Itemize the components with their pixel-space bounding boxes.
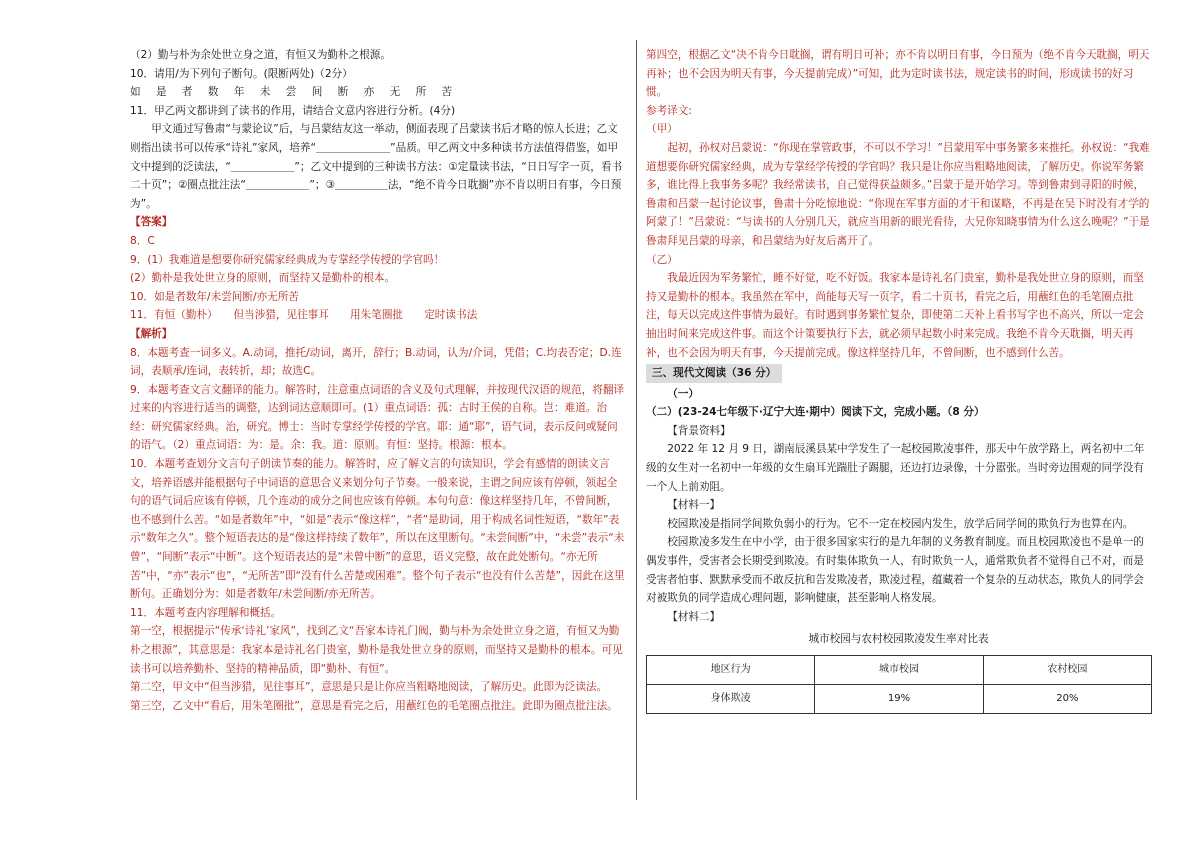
answer-9-2: (2）勤朴是我处世立身的原则，而坚持又是勤朴的根本。 [130,272,396,285]
material-one-label: 【材料一】 [667,499,721,512]
answer-11: 11．有恒（勤朴） 但当涉猎，见往事耳 用朱笔圈批 定时读书法 [130,309,478,322]
analysis-10: 10．本题考查划分文言句子朗读节奏的能力。解答时，应了解文言的句读知识，学会有感情的朗读文言文，培养语感并能根据句子中词语的意思合义来划分句子节奏。一般来说，主谓之间应该有停顿，领起全句的语气词后应该有停顿，几个连动的成分之间也应该有停顿。本句句意：像这样坚持几年，不曾间断，也不感到什么苦。“如是者数年”中，“如是”表示“像这样”，“者”是助词，用于构成名词性短语，“数年”表示“数年之久”。整个短语表达的是“像这样持续了数年”，所以在这里断句。“未尝间断”中，“未尝”表示“未曾”，“间断”表示“中断”。这个短语表达的是“未曾中断”的意思，语义完整，故在此处断句。“亦无所苦”中，“亦”表示“也”，“无所苦”即“没有什么苦楚或困难”。整个句子表示“也没有什么苦楚”，因此在这里断句。正确划分为：如是者数年/未尝间断/亦无所苦。 [130,458,625,601]
q11-prompt: 11．甲乙两文都讲到了读书的作用，请结合文意内容进行分析。(4分) [130,104,456,117]
analysis-11-title: 11．本题考查内容理解和概括。 [130,606,282,619]
left-column [130,46,626,715]
reference-title: 参考译文: [646,104,692,117]
jia-translation: 起初，孙权对吕蒙说：“你现在掌管政事，不可以不学习！”吕蒙用军中事务繁多来推托。孙权说：“我难道想要你研究儒家经典，成为专掌经学传授的学官吗？我只是让你应当粗略地阅读，了解历史。你说军务繁多，谁比得上我事务多呢？我经常读书，自己觉得获益颇多。”吕蒙于是开始学习。等到鲁肃到寻阳的时候，鲁肃和吕蒙一起讨论议事，鲁肃十分吃惊地说：“你现在军事方面的才干和谋略，不再是在吴下时没有才学的阿蒙了！”吕蒙说：“与读书的人分别几天，就应当用新的眼光看待，大兄你知晓事情为什么这么晚呢？”于是鲁肃拜见吕蒙的母亲，和吕蒙结为好友后离开了。 [646,141,1150,247]
fourth-blank: 第四空，根据乙文“决不肯今日耽搁，谓有明日可补；亦不肯以明日有事，今日预为（绝不肯今天耽搁，明天再补；也不会因为明天有事，今天提前完成）”可知，此为定时读书法，规定读书的时间，形成读书的好习惯。 [646,49,1150,99]
analysis-9: 9．本题考查文言文翻译的能力。解答时，注意重点词语的含义及句式理解，并按现代汉语的规范，将翻译过来的内容进行适当的调整，达到词达意顺即可。(1）重点词语：孤：古时王侯的自称。岂：难道。治经：研究儒家经典。治，研究。博士：当时专掌经学传授的学官。耶：通“耶”，语气词，表示反问或疑问的语气。（2）重点词语：为：是。余：我。道：原则。有恒：坚持。根源：根本。 [130,383,625,452]
table-row [647,685,1152,714]
table-title: 城市校园与农村校园欺凌发生率对比表 [808,633,989,646]
table-header-row [647,656,1152,685]
answer-9-1: 9．(1）我难道是想要你研究儒家经典成为专掌经学传授的学官吗！ [130,253,445,266]
background-label: 【背景资料】 [667,424,731,437]
answer-header: 【答案】 [130,216,173,229]
column-divider [636,40,637,800]
q9-2-line: （2）勤与朴为余处世立身之道，有恒又为勤朴之根源。 [130,49,391,61]
background-text: 2022 年 12 月 9 日，湖南辰溪县某中学发生了一起校园欺凌事件，那天中午放学路上，两名初中二年级的女生对一名初中一年级的女生扇耳光踹肚子踢腿，还边打边录像，十分嚣张。当时旁边围观的同学没有一个人上前劝阻。 [646,443,1145,493]
table-cell: 19% [815,685,983,714]
q10-prompt: 10．请用/为下列句子断句。(限断两处)（2分） [130,67,353,80]
table-header-cell: 地区行为 [647,656,815,685]
analysis-8: 8．本题考查一词多义。A.动词，推托/动词，离开，辞行；B.动词，认为/介词，凭借；C.均表否定；D.连词，表顺承/连词，表转折，却；故选C。 [130,346,622,378]
yi-label: （乙） [646,253,678,266]
material-one-p1: 校园欺凌是指同学间欺负弱小的行为。它不一定在校园内发生，放学后同学间的欺负行为也算在内。 [667,517,1134,530]
material-two-label: 【材料二】 [667,610,721,623]
answer-10: 10．如是者数年/未尝间断/亦无所苦 [130,290,299,303]
answer-8: 8．C [130,234,155,247]
table-cell: 身体欺凌 [647,685,815,714]
q11-body: 甲文通过写鲁肃“与蒙论议”后，与吕蒙结友这一举动，侧面表现了吕蒙读书后才略的惊人长进；乙文则指出读书可以传承“诗礼”家风，培养“＿＿＿＿＿＿＿”品质。甲乙两文中多种读书方法值得借鉴，如甲文中提到的泛读法，“＿＿＿＿＿＿”；乙文中提到的三种读书方法：①定量读书法，“日日写字一页，看书二十页”；②圈点批注法“＿＿＿＿＿＿”；③＿＿＿＿＿法，“绝不肯今日耽搁”亦不肯以明日有事，今日预为”。 [130,123,623,210]
table-header-cell: 农村校园 [983,656,1151,685]
analysis-11-p3: 第三空，乙文中“看后，用朱笔圈批”，意思是看完之后，用蘸红色的毛笔圈点批注。此即为圈点批注法。 [130,699,618,712]
right-column [646,46,1151,714]
table-header-cell: 城市校园 [815,656,983,685]
table-cell: 20% [983,685,1151,714]
section-header: 三、现代文阅读（36 分） [646,364,782,383]
q10-sentence: 如 是 者 数 年 未 尝 间 断 亦 无 所 苦 [130,86,459,99]
bullying-rate-table [646,655,1152,714]
analysis-11-p1: 第一空，根据提示“传承‘诗礼’家风”，找到乙文“吾家本诗礼门阀，勤与朴为余处世立身之道，有恒又为勤朴之根源”，其意思是：我家本是诗礼名门贵室，勤朴是我处世立身的原则，而坚持又是勤朴的根本。可见读书可以培养勤朴、坚持的精神品质，即“勤朴、有恒”。 [130,625,623,675]
jia-label: （甲） [646,123,678,136]
yi-translation: 我最近因为军务繁忙，睡不好觉，吃不好饭。我家本是诗礼名门贵室，勤朴是我处世立身的原则，而坚持又是勤朴的根本。我虽然在军中，尚能每天写一页字，看二十页书，看完之后，用蘸红色的毛笔圈点批注，每天以完成这件事情为最好。有时遇到事务繁忙复杂，即使第二天补上看书写字也不高兴，所以一定会抽出时间来完成这件事。而这个计策要执行下去，就必须早起数小时来完成。我绝不肯今天耽搁，明天再补，也不会因为明天有事，今天提前完成。像这样坚持几年，不曾间断，也不感到什么苦。 [646,272,1144,359]
analysis-11-p2: 第二空，甲文中“但当涉猎，见往事耳”，意思是只是让你应当粗略地阅读，了解历史。此即为泛读法。 [130,681,608,694]
analysis-header: 【解析】 [130,327,173,340]
material-one-p2: 校园欺凌多发生在中小学，由于很多国家实行的是九年制的义务教育制度。而且校园欺凌也不是单一的偶发事件，受害者会长期受到欺凌。有时集体欺负一人，有时欺负一人，通常欺负者不觉得自己不对，而是受害者怕事、默默承受而不敢反抗和告发欺凌者，欺凌过程，蕴藏着一个复杂的互动状态，欺负人的同学会对被欺负的同学造成心理问题，影响健康，甚至影响人格发展。 [646,536,1144,605]
part-one: （一） [667,387,699,400]
question-intro: （二）(23-24七年级下·辽宁大连·期中）阅读下文，完成小题。（8 分） [646,406,985,419]
